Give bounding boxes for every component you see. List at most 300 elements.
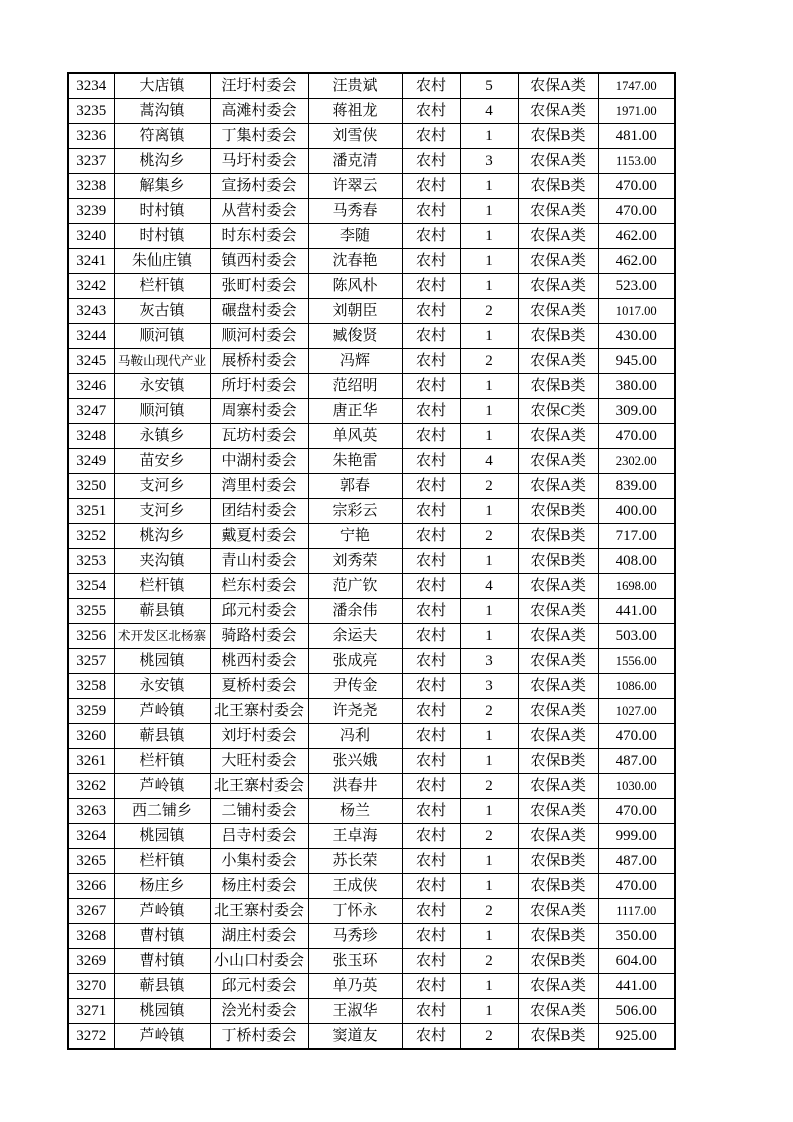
cell-person-name: 马秀珍 <box>308 924 402 949</box>
cell-insurance-category: 农保A类 <box>518 674 598 699</box>
cell-person-name: 潘余伟 <box>308 599 402 624</box>
cell-serial-number: 3241 <box>68 249 114 274</box>
cell-person-name: 范绍明 <box>308 374 402 399</box>
cell-amount: 430.00 <box>598 324 675 349</box>
cell-town: 栏杆镇 <box>114 274 210 299</box>
cell-amount: 839.00 <box>598 474 675 499</box>
cell-amount: 1698.00 <box>598 574 675 599</box>
cell-serial-number: 3255 <box>68 599 114 624</box>
cell-person-count: 1 <box>460 974 518 999</box>
cell-person-count: 2 <box>460 299 518 324</box>
cell-village-committee: 所圩村委会 <box>210 374 308 399</box>
cell-person-name: 余运夫 <box>308 624 402 649</box>
cell-residence-type: 农村 <box>402 974 460 999</box>
cell-insurance-category: 农保A类 <box>518 724 598 749</box>
cell-town: 大店镇 <box>114 73 210 99</box>
cell-amount: 503.00 <box>598 624 675 649</box>
cell-town: 栏杆镇 <box>114 749 210 774</box>
cell-village-committee: 汪圩村委会 <box>210 73 308 99</box>
cell-amount: 441.00 <box>598 599 675 624</box>
cell-town: 曹村镇 <box>114 924 210 949</box>
cell-amount: 945.00 <box>598 349 675 374</box>
cell-village-committee: 碾盘村委会 <box>210 299 308 324</box>
cell-person-name: 陈风朴 <box>308 274 402 299</box>
cell-serial-number: 3251 <box>68 499 114 524</box>
cell-person-count: 4 <box>460 449 518 474</box>
cell-serial-number: 3245 <box>68 349 114 374</box>
table-row <box>68 724 675 749</box>
cell-town: 桃沟乡 <box>114 149 210 174</box>
cell-person-name: 冯利 <box>308 724 402 749</box>
cell-town: 蕲县镇 <box>114 974 210 999</box>
cell-insurance-category: 农保A类 <box>518 574 598 599</box>
cell-town: 术开发区北杨寨 <box>114 624 210 649</box>
cell-person-name: 王卓海 <box>308 824 402 849</box>
cell-amount: 1017.00 <box>598 299 675 324</box>
cell-insurance-category: 农保A类 <box>518 449 598 474</box>
cell-person-name: 张玉环 <box>308 949 402 974</box>
cell-insurance-category: 农保A类 <box>518 299 598 324</box>
cell-person-name: 张成亮 <box>308 649 402 674</box>
cell-residence-type: 农村 <box>402 124 460 149</box>
cell-town: 栏杆镇 <box>114 574 210 599</box>
cell-serial-number: 3261 <box>68 749 114 774</box>
cell-serial-number: 3256 <box>68 624 114 649</box>
cell-residence-type: 农村 <box>402 499 460 524</box>
cell-village-committee: 青山村委会 <box>210 549 308 574</box>
cell-serial-number: 3247 <box>68 399 114 424</box>
table-row <box>68 974 675 999</box>
cell-person-count: 1 <box>460 849 518 874</box>
cell-insurance-category: 农保C类 <box>518 399 598 424</box>
cell-town: 芦岭镇 <box>114 774 210 799</box>
cell-serial-number: 3254 <box>68 574 114 599</box>
cell-village-committee: 丁桥村委会 <box>210 1024 308 1050</box>
table-row <box>68 574 675 599</box>
table-row <box>68 624 675 649</box>
cell-amount: 1556.00 <box>598 649 675 674</box>
cell-insurance-category: 农保B类 <box>518 874 598 899</box>
cell-residence-type: 农村 <box>402 874 460 899</box>
cell-person-count: 1 <box>460 724 518 749</box>
cell-residence-type: 农村 <box>402 999 460 1024</box>
cell-person-name: 窦道友 <box>308 1024 402 1050</box>
cell-person-count: 2 <box>460 699 518 724</box>
cell-village-committee: 展桥村委会 <box>210 349 308 374</box>
table-row <box>68 799 675 824</box>
cell-insurance-category: 农保A类 <box>518 974 598 999</box>
cell-town: 朱仙庄镇 <box>114 249 210 274</box>
cell-amount: 462.00 <box>598 224 675 249</box>
cell-person-count: 2 <box>460 824 518 849</box>
cell-insurance-category: 农保A类 <box>518 199 598 224</box>
cell-insurance-category: 农保B类 <box>518 949 598 974</box>
cell-insurance-category: 农保A类 <box>518 899 598 924</box>
cell-insurance-category: 农保A类 <box>518 424 598 449</box>
cell-insurance-category: 农保A类 <box>518 73 598 99</box>
cell-residence-type: 农村 <box>402 174 460 199</box>
cell-town: 解集乡 <box>114 174 210 199</box>
cell-person-name: 单风英 <box>308 424 402 449</box>
cell-village-committee: 北王寨村委会 <box>210 899 308 924</box>
cell-serial-number: 3265 <box>68 849 114 874</box>
table-row <box>68 849 675 874</box>
cell-insurance-category: 农保A类 <box>518 649 598 674</box>
cell-person-name: 朱艳雷 <box>308 449 402 474</box>
cell-person-name: 潘克清 <box>308 149 402 174</box>
cell-person-name: 洪春井 <box>308 774 402 799</box>
cell-town: 永镇乡 <box>114 424 210 449</box>
cell-person-count: 1 <box>460 424 518 449</box>
cell-person-count: 1 <box>460 999 518 1024</box>
cell-amount: 1971.00 <box>598 99 675 124</box>
cell-town: 支河乡 <box>114 499 210 524</box>
cell-village-committee: 戴夏村委会 <box>210 524 308 549</box>
cell-town: 苗安乡 <box>114 449 210 474</box>
table-row <box>68 924 675 949</box>
cell-amount: 717.00 <box>598 524 675 549</box>
cell-town: 永安镇 <box>114 674 210 699</box>
cell-person-name: 宁艳 <box>308 524 402 549</box>
cell-village-committee: 栏东村委会 <box>210 574 308 599</box>
cell-amount: 604.00 <box>598 949 675 974</box>
table-row <box>68 374 675 399</box>
cell-person-name: 许翠云 <box>308 174 402 199</box>
cell-residence-type: 农村 <box>402 774 460 799</box>
cell-insurance-category: 农保A类 <box>518 599 598 624</box>
table-row <box>68 249 675 274</box>
cell-person-name: 丁怀永 <box>308 899 402 924</box>
cell-serial-number: 3242 <box>68 274 114 299</box>
cell-residence-type: 农村 <box>402 449 460 474</box>
table-row <box>68 649 675 674</box>
cell-insurance-category: 农保B类 <box>518 524 598 549</box>
cell-village-committee: 浍光村委会 <box>210 999 308 1024</box>
cell-amount: 523.00 <box>598 274 675 299</box>
cell-residence-type: 农村 <box>402 274 460 299</box>
cell-amount: 470.00 <box>598 199 675 224</box>
cell-person-count: 4 <box>460 574 518 599</box>
cell-village-committee: 小山口村委会 <box>210 949 308 974</box>
cell-residence-type: 农村 <box>402 399 460 424</box>
cell-serial-number: 3250 <box>68 474 114 499</box>
cell-town: 芦岭镇 <box>114 699 210 724</box>
cell-amount: 400.00 <box>598 499 675 524</box>
cell-amount: 506.00 <box>598 999 675 1024</box>
cell-residence-type: 农村 <box>402 824 460 849</box>
cell-village-committee: 丁集村委会 <box>210 124 308 149</box>
table-row <box>68 224 675 249</box>
benefits-table <box>67 72 676 1050</box>
cell-residence-type: 农村 <box>402 349 460 374</box>
table-row <box>68 499 675 524</box>
cell-person-count: 1 <box>460 924 518 949</box>
cell-serial-number: 3267 <box>68 899 114 924</box>
table-row <box>68 424 675 449</box>
cell-amount: 441.00 <box>598 974 675 999</box>
cell-insurance-category: 农保B类 <box>518 924 598 949</box>
cell-village-committee: 大旺村委会 <box>210 749 308 774</box>
cell-person-count: 1 <box>460 749 518 774</box>
cell-amount: 1030.00 <box>598 774 675 799</box>
cell-person-name: 苏长荣 <box>308 849 402 874</box>
table-row <box>68 599 675 624</box>
cell-serial-number: 3238 <box>68 174 114 199</box>
cell-amount: 380.00 <box>598 374 675 399</box>
cell-insurance-category: 农保B类 <box>518 374 598 399</box>
cell-village-committee: 从营村委会 <box>210 199 308 224</box>
cell-person-name: 王淑华 <box>308 999 402 1024</box>
cell-serial-number: 3258 <box>68 674 114 699</box>
table-row <box>68 824 675 849</box>
cell-town: 时村镇 <box>114 224 210 249</box>
cell-serial-number: 3271 <box>68 999 114 1024</box>
cell-person-name: 马秀春 <box>308 199 402 224</box>
table-row <box>68 73 675 99</box>
cell-person-count: 1 <box>460 124 518 149</box>
cell-serial-number: 3244 <box>68 324 114 349</box>
cell-residence-type: 农村 <box>402 99 460 124</box>
cell-serial-number: 3268 <box>68 924 114 949</box>
cell-person-count: 1 <box>460 174 518 199</box>
cell-insurance-category: 农保A类 <box>518 249 598 274</box>
cell-insurance-category: 农保A类 <box>518 149 598 174</box>
cell-serial-number: 3235 <box>68 99 114 124</box>
cell-amount: 470.00 <box>598 799 675 824</box>
cell-serial-number: 3249 <box>68 449 114 474</box>
cell-residence-type: 农村 <box>402 199 460 224</box>
cell-town: 曹村镇 <box>114 949 210 974</box>
cell-residence-type: 农村 <box>402 924 460 949</box>
cell-amount: 462.00 <box>598 249 675 274</box>
cell-amount: 999.00 <box>598 824 675 849</box>
table-row <box>68 299 675 324</box>
cell-amount: 1153.00 <box>598 149 675 174</box>
cell-amount: 470.00 <box>598 174 675 199</box>
cell-person-count: 3 <box>460 149 518 174</box>
table-row <box>68 149 675 174</box>
cell-residence-type: 农村 <box>402 799 460 824</box>
cell-person-count: 4 <box>460 99 518 124</box>
cell-village-committee: 湖庄村委会 <box>210 924 308 949</box>
cell-person-count: 1 <box>460 224 518 249</box>
cell-insurance-category: 农保B类 <box>518 324 598 349</box>
table-row <box>68 174 675 199</box>
cell-serial-number: 3243 <box>68 299 114 324</box>
cell-person-count: 1 <box>460 874 518 899</box>
cell-person-count: 2 <box>460 524 518 549</box>
cell-amount: 1086.00 <box>598 674 675 699</box>
cell-person-name: 沈春艳 <box>308 249 402 274</box>
cell-village-committee: 夏桥村委会 <box>210 674 308 699</box>
cell-serial-number: 3240 <box>68 224 114 249</box>
cell-person-name: 蒋祖龙 <box>308 99 402 124</box>
cell-person-count: 1 <box>460 274 518 299</box>
cell-serial-number: 3263 <box>68 799 114 824</box>
cell-person-name: 许尧尧 <box>308 699 402 724</box>
cell-amount: 1027.00 <box>598 699 675 724</box>
cell-amount: 470.00 <box>598 874 675 899</box>
cell-person-name: 尹传金 <box>308 674 402 699</box>
table-row <box>68 474 675 499</box>
cell-village-committee: 刘圩村委会 <box>210 724 308 749</box>
cell-residence-type: 农村 <box>402 949 460 974</box>
cell-person-count: 2 <box>460 1024 518 1050</box>
cell-residence-type: 农村 <box>402 73 460 99</box>
cell-person-name: 冯辉 <box>308 349 402 374</box>
cell-amount: 487.00 <box>598 749 675 774</box>
cell-serial-number: 3253 <box>68 549 114 574</box>
cell-village-committee: 瓦坊村委会 <box>210 424 308 449</box>
cell-town: 芦岭镇 <box>114 899 210 924</box>
cell-town: 桃园镇 <box>114 824 210 849</box>
cell-residence-type: 农村 <box>402 724 460 749</box>
cell-person-name: 张兴娥 <box>308 749 402 774</box>
table-row <box>68 949 675 974</box>
cell-village-committee: 顺河村委会 <box>210 324 308 349</box>
cell-residence-type: 农村 <box>402 1024 460 1050</box>
cell-village-committee: 邱元村委会 <box>210 974 308 999</box>
cell-amount: 1747.00 <box>598 73 675 99</box>
table-row <box>68 524 675 549</box>
cell-person-count: 1 <box>460 599 518 624</box>
cell-residence-type: 农村 <box>402 149 460 174</box>
cell-town: 顺河镇 <box>114 399 210 424</box>
cell-amount: 470.00 <box>598 724 675 749</box>
cell-residence-type: 农村 <box>402 224 460 249</box>
cell-insurance-category: 农保A类 <box>518 799 598 824</box>
cell-village-committee: 桃西村委会 <box>210 649 308 674</box>
cell-village-committee: 北王寨村委会 <box>210 774 308 799</box>
cell-insurance-category: 农保B类 <box>518 749 598 774</box>
cell-residence-type: 农村 <box>402 574 460 599</box>
cell-person-name: 单乃英 <box>308 974 402 999</box>
cell-town: 栏杆镇 <box>114 849 210 874</box>
cell-town: 马鞍山现代产业 <box>114 349 210 374</box>
cell-person-name: 唐正华 <box>308 399 402 424</box>
cell-town: 永安镇 <box>114 374 210 399</box>
cell-town: 桃沟乡 <box>114 524 210 549</box>
cell-insurance-category: 农保A类 <box>518 224 598 249</box>
cell-town: 支河乡 <box>114 474 210 499</box>
cell-person-count: 1 <box>460 399 518 424</box>
cell-amount: 487.00 <box>598 849 675 874</box>
cell-residence-type: 农村 <box>402 474 460 499</box>
cell-person-count: 2 <box>460 474 518 499</box>
table-row <box>68 699 675 724</box>
cell-person-name: 范广钦 <box>308 574 402 599</box>
cell-residence-type: 农村 <box>402 299 460 324</box>
cell-residence-type: 农村 <box>402 749 460 774</box>
cell-insurance-category: 农保A类 <box>518 624 598 649</box>
cell-insurance-category: 农保A类 <box>518 699 598 724</box>
cell-village-committee: 中湖村委会 <box>210 449 308 474</box>
cell-village-committee: 吕寺村委会 <box>210 824 308 849</box>
cell-serial-number: 3260 <box>68 724 114 749</box>
cell-residence-type: 农村 <box>402 374 460 399</box>
table-row <box>68 899 675 924</box>
cell-serial-number: 3248 <box>68 424 114 449</box>
table-row <box>68 99 675 124</box>
cell-serial-number: 3234 <box>68 73 114 99</box>
cell-serial-number: 3252 <box>68 524 114 549</box>
cell-person-count: 2 <box>460 774 518 799</box>
cell-insurance-category: 农保A类 <box>518 474 598 499</box>
cell-serial-number: 3272 <box>68 1024 114 1050</box>
table-row <box>68 124 675 149</box>
table-row <box>68 999 675 1024</box>
table-row <box>68 274 675 299</box>
cell-residence-type: 农村 <box>402 649 460 674</box>
cell-person-count: 3 <box>460 674 518 699</box>
cell-insurance-category: 农保B类 <box>518 849 598 874</box>
cell-insurance-category: 农保B类 <box>518 124 598 149</box>
cell-person-name: 汪贵斌 <box>308 73 402 99</box>
cell-village-committee: 小集村委会 <box>210 849 308 874</box>
table-body <box>68 73 675 1049</box>
cell-serial-number: 3239 <box>68 199 114 224</box>
cell-residence-type: 农村 <box>402 624 460 649</box>
table-row <box>68 674 675 699</box>
cell-town: 符离镇 <box>114 124 210 149</box>
cell-town: 杨庄乡 <box>114 874 210 899</box>
cell-residence-type: 农村 <box>402 549 460 574</box>
table-row <box>68 199 675 224</box>
table-row <box>68 324 675 349</box>
cell-village-committee: 杨庄村委会 <box>210 874 308 899</box>
cell-village-committee: 马圩村委会 <box>210 149 308 174</box>
cell-residence-type: 农村 <box>402 674 460 699</box>
cell-serial-number: 3262 <box>68 774 114 799</box>
cell-town: 夹沟镇 <box>114 549 210 574</box>
cell-person-count: 1 <box>460 374 518 399</box>
cell-town: 蕲县镇 <box>114 724 210 749</box>
table-row <box>68 349 675 374</box>
cell-person-count: 1 <box>460 199 518 224</box>
cell-serial-number: 3270 <box>68 974 114 999</box>
cell-person-count: 1 <box>460 324 518 349</box>
cell-town: 蒿沟镇 <box>114 99 210 124</box>
table-row <box>68 874 675 899</box>
cell-village-committee: 邱元村委会 <box>210 599 308 624</box>
cell-serial-number: 3246 <box>68 374 114 399</box>
cell-village-committee: 二铺村委会 <box>210 799 308 824</box>
cell-person-count: 2 <box>460 949 518 974</box>
cell-insurance-category: 农保A类 <box>518 774 598 799</box>
cell-town: 灰古镇 <box>114 299 210 324</box>
cell-person-count: 5 <box>460 73 518 99</box>
cell-residence-type: 农村 <box>402 524 460 549</box>
cell-person-count: 3 <box>460 649 518 674</box>
table-row <box>68 749 675 774</box>
cell-insurance-category: 农保A类 <box>518 349 598 374</box>
cell-insurance-category: 农保B类 <box>518 1024 598 1050</box>
cell-village-committee: 骑路村委会 <box>210 624 308 649</box>
cell-village-committee: 北王寨村委会 <box>210 699 308 724</box>
cell-residence-type: 农村 <box>402 899 460 924</box>
cell-serial-number: 3269 <box>68 949 114 974</box>
cell-serial-number: 3259 <box>68 699 114 724</box>
cell-person-count: 1 <box>460 624 518 649</box>
cell-village-committee: 高滩村委会 <box>210 99 308 124</box>
cell-serial-number: 3257 <box>68 649 114 674</box>
cell-person-name: 宗彩云 <box>308 499 402 524</box>
table-row <box>68 1024 675 1050</box>
cell-insurance-category: 农保B类 <box>518 549 598 574</box>
cell-town: 时村镇 <box>114 199 210 224</box>
table-row <box>68 774 675 799</box>
cell-amount: 309.00 <box>598 399 675 424</box>
